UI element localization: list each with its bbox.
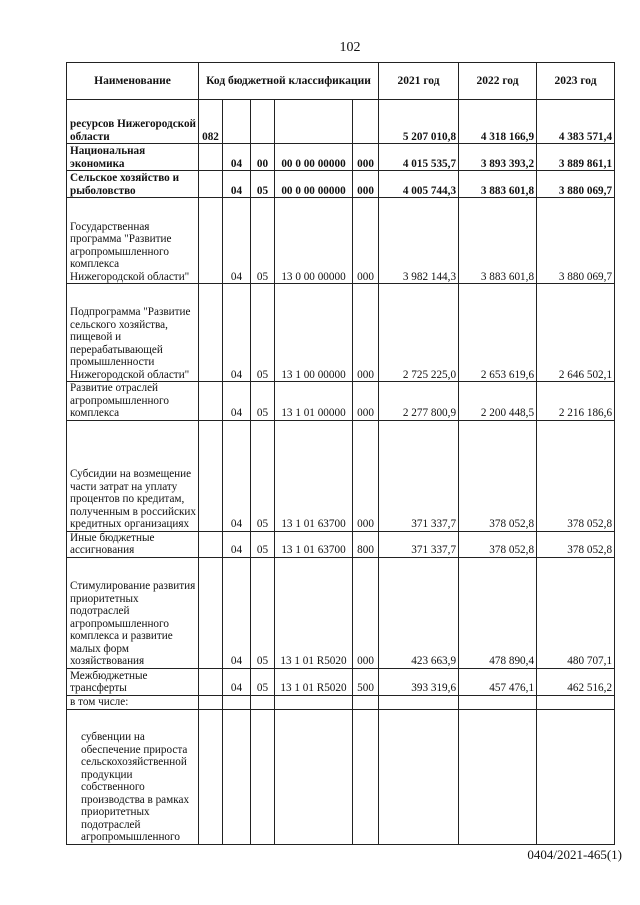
code-admin — [199, 709, 223, 844]
code-expense-type: 000 — [353, 171, 379, 198]
code-target: 13 1 01 00000 — [275, 382, 353, 421]
code-subsection: 05 — [251, 531, 275, 557]
table-row — [67, 171, 615, 198]
header-name: Наименование — [67, 63, 199, 100]
value-2021: 3 982 144,3 — [379, 198, 459, 284]
value-2022: 4 318 166,9 — [459, 100, 537, 144]
code-section: 04 — [223, 531, 251, 557]
code-expense-type: 000 — [353, 557, 379, 668]
page-number: 102 — [339, 40, 361, 55]
header-2023: 2023 год — [537, 63, 615, 100]
table-row — [67, 709, 615, 844]
table-row — [67, 420, 615, 531]
code-subsection: 05 — [251, 171, 275, 198]
value-2023: 462 516,2 — [537, 668, 615, 695]
code-subsection — [251, 709, 275, 844]
code-expense-type: 000 — [353, 420, 379, 531]
code-target: 13 1 01 R5020 — [275, 668, 353, 695]
code-section — [223, 695, 251, 709]
header-2022: 2022 год — [459, 63, 537, 100]
value-2022 — [459, 695, 537, 709]
row-name: Развитие отраслей агропромышленного комплекса — [67, 382, 199, 421]
value-2023: 378 052,8 — [537, 420, 615, 531]
value-2023: 3 880 069,7 — [537, 198, 615, 284]
value-2022: 457 476,1 — [459, 668, 537, 695]
code-target: 00 0 00 00000 — [275, 171, 353, 198]
row-name: Сельское хозяйство и рыболовство — [67, 171, 199, 198]
value-2021: 4 005 744,3 — [379, 171, 459, 198]
code-target — [275, 100, 353, 144]
code-section: 04 — [223, 420, 251, 531]
code-admin — [199, 382, 223, 421]
row-name: в том числе: — [67, 695, 199, 709]
code-expense-type — [353, 709, 379, 844]
header-code: Код бюджетной классификации — [199, 63, 379, 100]
table-row — [67, 382, 615, 421]
value-2022: 478 890,4 — [459, 557, 537, 668]
value-2023: 3 889 861,1 — [537, 144, 615, 171]
code-section: 04 — [223, 557, 251, 668]
code-section: 04 — [223, 171, 251, 198]
code-subsection — [251, 695, 275, 709]
code-subsection — [251, 100, 275, 144]
code-admin — [199, 557, 223, 668]
code-expense-type — [353, 695, 379, 709]
code-admin — [199, 531, 223, 557]
row-name: Стимулирование развития приоритетных подотраслей агропромышленного комплекса и развитие малых форм хозяйствования — [67, 557, 199, 668]
table-row — [67, 144, 615, 171]
value-2023: 2 216 186,6 — [537, 382, 615, 421]
row-name: Субсидии на возмещение части затрат на уплату процентов по кредитам, полученным в российских кредитных организациях — [67, 420, 199, 531]
code-subsection: 05 — [251, 420, 275, 531]
code-expense-type: 000 — [353, 144, 379, 171]
code-section: 04 — [223, 284, 251, 382]
value-2021: 2 725 225,0 — [379, 284, 459, 382]
code-expense-type: 000 — [353, 284, 379, 382]
code-admin — [199, 198, 223, 284]
code-target — [275, 695, 353, 709]
table-header — [67, 63, 615, 100]
value-2022: 3 883 601,8 — [459, 198, 537, 284]
value-2021: 393 319,6 — [379, 668, 459, 695]
value-2021 — [379, 695, 459, 709]
code-section: 04 — [223, 144, 251, 171]
value-2022: 3 883 601,8 — [459, 171, 537, 198]
row-name: ресурсов Нижегородской области — [67, 100, 199, 144]
row-name: Подпрограмма "Развитие сельского хозяйства, пищевой и перерабатывающей промышленности Нижегородской области" — [67, 284, 199, 382]
code-admin — [199, 695, 223, 709]
table-row — [67, 198, 615, 284]
code-subsection: 05 — [251, 198, 275, 284]
table-row — [67, 695, 615, 709]
code-admin: 082 — [199, 100, 223, 144]
code-target: 00 0 00 00000 — [275, 144, 353, 171]
code-admin — [199, 144, 223, 171]
value-2021: 371 337,7 — [379, 531, 459, 557]
code-target: 13 1 01 63700 — [275, 531, 353, 557]
code-subsection: 05 — [251, 284, 275, 382]
value-2023: 3 880 069,7 — [537, 171, 615, 198]
code-target: 13 1 00 00000 — [275, 284, 353, 382]
row-name: субвенции на обеспечение прироста сельскохозяйственной продукции собственного производства в рамках приоритетных подотраслей агропромышленного — [67, 709, 199, 844]
code-admin — [199, 171, 223, 198]
value-2021: 4 015 535,7 — [379, 144, 459, 171]
code-expense-type: 000 — [353, 198, 379, 284]
value-2022: 2 653 619,6 — [459, 284, 537, 382]
value-2023: 2 646 502,1 — [537, 284, 615, 382]
value-2022 — [459, 709, 537, 844]
code-admin — [199, 668, 223, 695]
code-section: 04 — [223, 198, 251, 284]
code-subsection: 05 — [251, 382, 275, 421]
code-target: 13 0 00 00000 — [275, 198, 353, 284]
table-row — [67, 531, 615, 557]
row-name: Национальная экономика — [67, 144, 199, 171]
budget-table — [66, 62, 615, 845]
value-2021: 371 337,7 — [379, 420, 459, 531]
row-name: Межбюджетные трансферты — [67, 668, 199, 695]
code-section: 04 — [223, 382, 251, 421]
document-reference: 0404/2021-465(1) — [527, 847, 622, 862]
value-2022: 2 200 448,5 — [459, 382, 537, 421]
code-admin — [199, 420, 223, 531]
code-subsection: 00 — [251, 144, 275, 171]
code-subsection: 05 — [251, 557, 275, 668]
value-2021: 2 277 800,9 — [379, 382, 459, 421]
value-2022: 378 052,8 — [459, 531, 537, 557]
value-2022: 3 893 393,2 — [459, 144, 537, 171]
value-2021: 5 207 010,8 — [379, 100, 459, 144]
code-expense-type: 500 — [353, 668, 379, 695]
value-2023: 378 052,8 — [537, 531, 615, 557]
row-name: Иные бюджетные ассигнования — [67, 531, 199, 557]
code-section — [223, 709, 251, 844]
code-expense-type — [353, 100, 379, 144]
table-row — [67, 668, 615, 695]
value-2023: 4 383 571,4 — [537, 100, 615, 144]
value-2022: 378 052,8 — [459, 420, 537, 531]
row-name: Государственная программа "Развитие агропромышленного комплекса Нижегородской области" — [67, 198, 199, 284]
code-subsection: 05 — [251, 668, 275, 695]
header-2021: 2021 год — [379, 63, 459, 100]
table-row — [67, 100, 615, 144]
value-2023: 480 707,1 — [537, 557, 615, 668]
value-2021: 423 663,9 — [379, 557, 459, 668]
table-row — [67, 284, 615, 382]
code-target: 13 1 01 R5020 — [275, 557, 353, 668]
code-target — [275, 709, 353, 844]
code-section — [223, 100, 251, 144]
code-admin — [199, 284, 223, 382]
value-2023 — [537, 709, 615, 844]
code-target: 13 1 01 63700 — [275, 420, 353, 531]
code-section: 04 — [223, 668, 251, 695]
value-2021 — [379, 709, 459, 844]
table-row — [67, 557, 615, 668]
code-expense-type: 000 — [353, 382, 379, 421]
value-2023 — [537, 695, 615, 709]
code-expense-type: 800 — [353, 531, 379, 557]
